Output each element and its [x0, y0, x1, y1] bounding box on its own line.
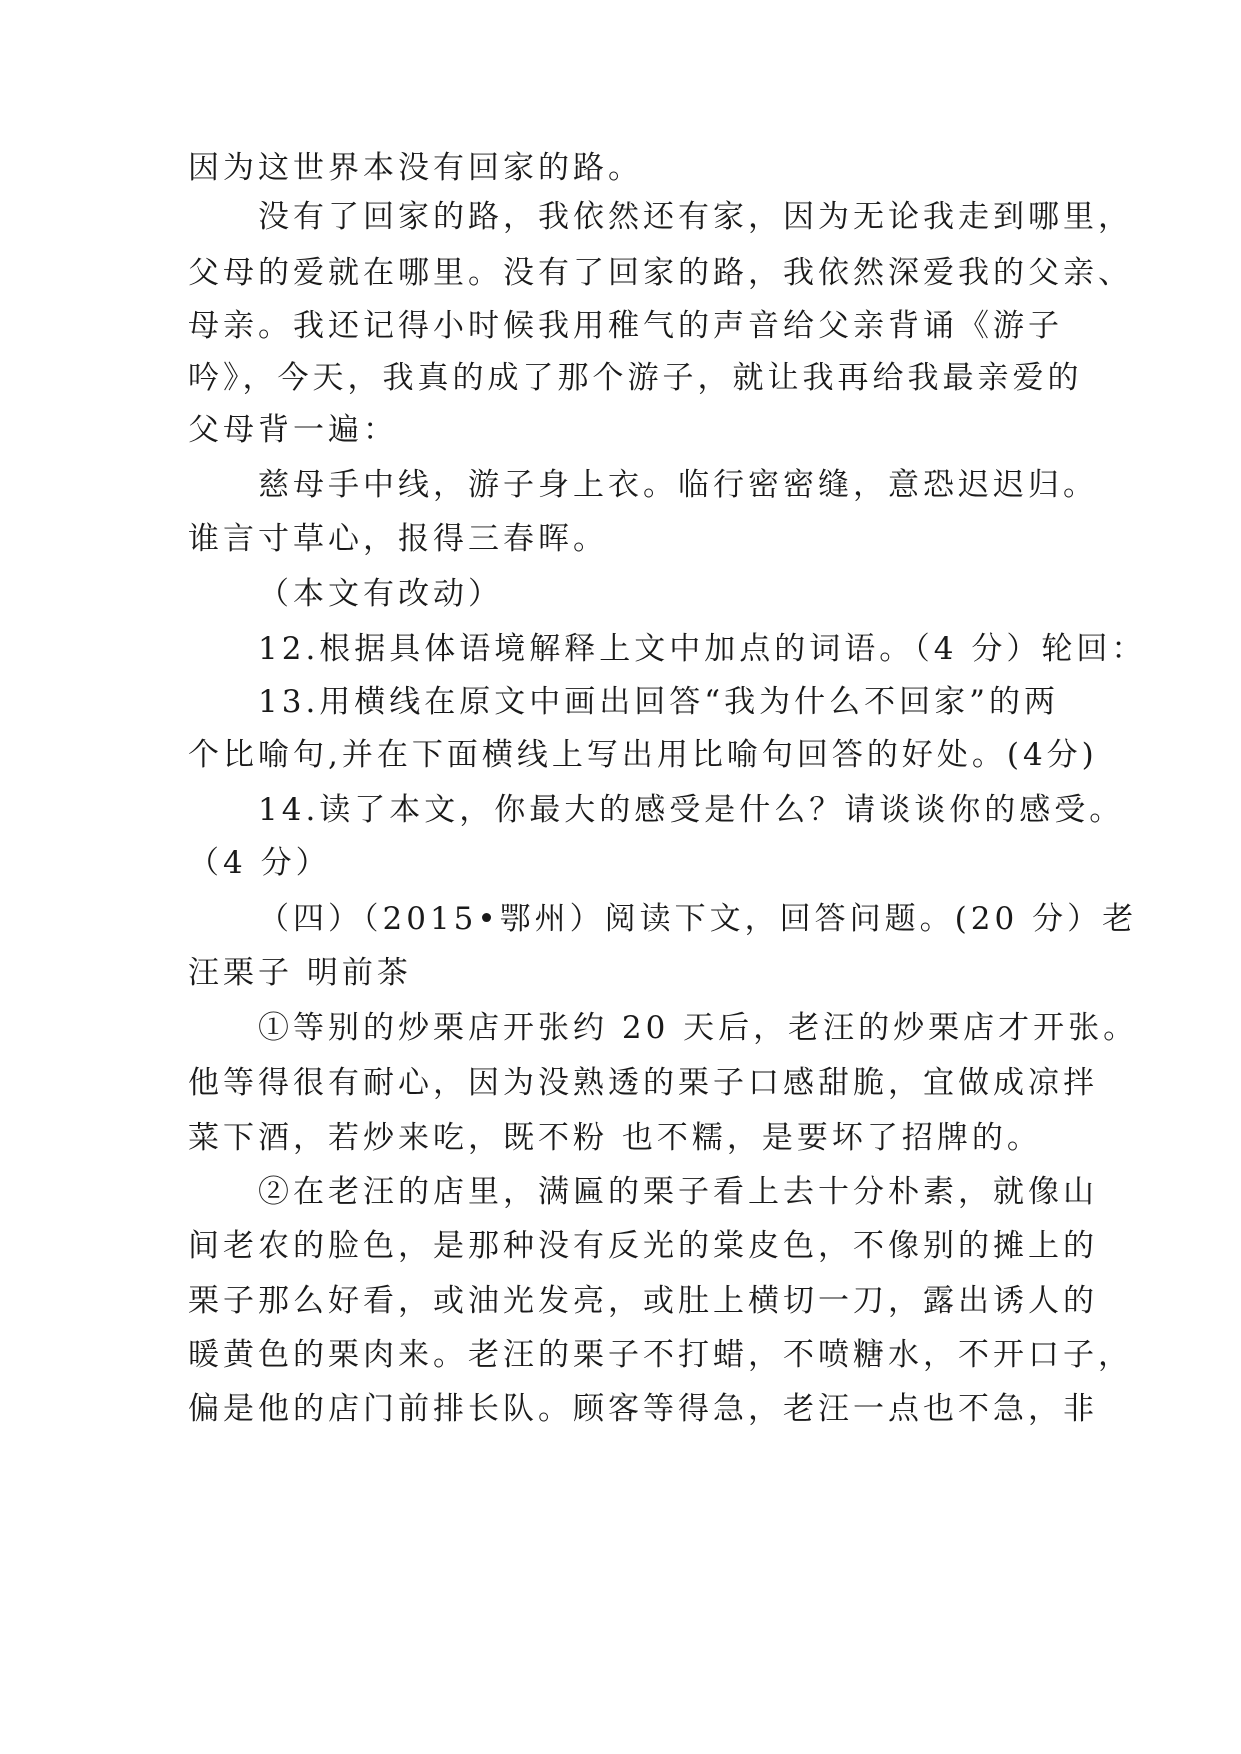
text-line: 没有了回家的路，我依然还有家，因为无论我走到哪里，	[258, 199, 1133, 235]
text-line: （4 分）	[188, 845, 331, 881]
text-line: 栗子那么好看，或油光发亮，或肚上横切一刀，露出诱人的	[188, 1283, 1098, 1319]
text-line: 偏是他的店门前排长队。顾客等得急，老汪一点也不急，非	[188, 1391, 1098, 1427]
text-line: 谁言寸草心，报得三春晖。	[188, 521, 608, 557]
text-line: 父母背一遍：	[188, 412, 398, 448]
text-line: 母亲。我还记得小时候我用稚气的声音给父亲背诵《游子	[188, 308, 1063, 344]
text-line: 他等得很有耐心，因为没熟透的栗子口感甜脆，宜做成凉拌	[188, 1065, 1098, 1101]
question-14: 14.读了本文，你最大的感受是什么？请谈谈你的感受。	[258, 792, 1125, 828]
text-line: ②在老汪的店里，满匾的栗子看上去十分朴素，就像山	[258, 1174, 1098, 1210]
question-12: 12.根据具体语境解释上文中加点的词语。（4 分）轮回：	[258, 631, 1147, 667]
text-line: 汪栗子 明前茶	[188, 955, 412, 991]
text-line: 吟》，今天，我真的成了那个游子，就让我再给我最亲爱的	[188, 360, 1083, 396]
text-line: 父母的爱就在哪里。没有了回家的路，我依然深爱我的父亲、	[188, 255, 1133, 291]
text-line: 个比喻句,并在下面横线上写出用比喻句回答的好处。(4分)	[188, 737, 1098, 773]
text-line: （本文有改动）	[258, 576, 503, 612]
text-line: ①等别的炒栗店开张约 20 天后，老汪的炒栗店才开张。	[258, 1010, 1139, 1046]
question-13: 13.用横线在原文中画出回答“我为什么不回家”的两	[258, 684, 1059, 720]
section-heading: （四）（2015•鄂州）阅读下文，回答问题。(20 分）老	[258, 901, 1138, 937]
text-line: 慈母手中线，游子身上衣。临行密密缝，意恐迟迟归。	[258, 467, 1098, 503]
text-line: 暖黄色的栗肉来。老汪的栗子不打蜡，不喷糖水，不开口子，	[188, 1337, 1133, 1373]
text-line: 菜下酒，若炒来吃，既不粉 也不糯，是要坏了招牌的。	[188, 1120, 1042, 1156]
text-line: 间老农的脸色，是那种没有反光的棠皮色，不像别的摊上的	[188, 1228, 1098, 1264]
text-line: 因为这世界本没有回家的路。	[188, 150, 643, 186]
